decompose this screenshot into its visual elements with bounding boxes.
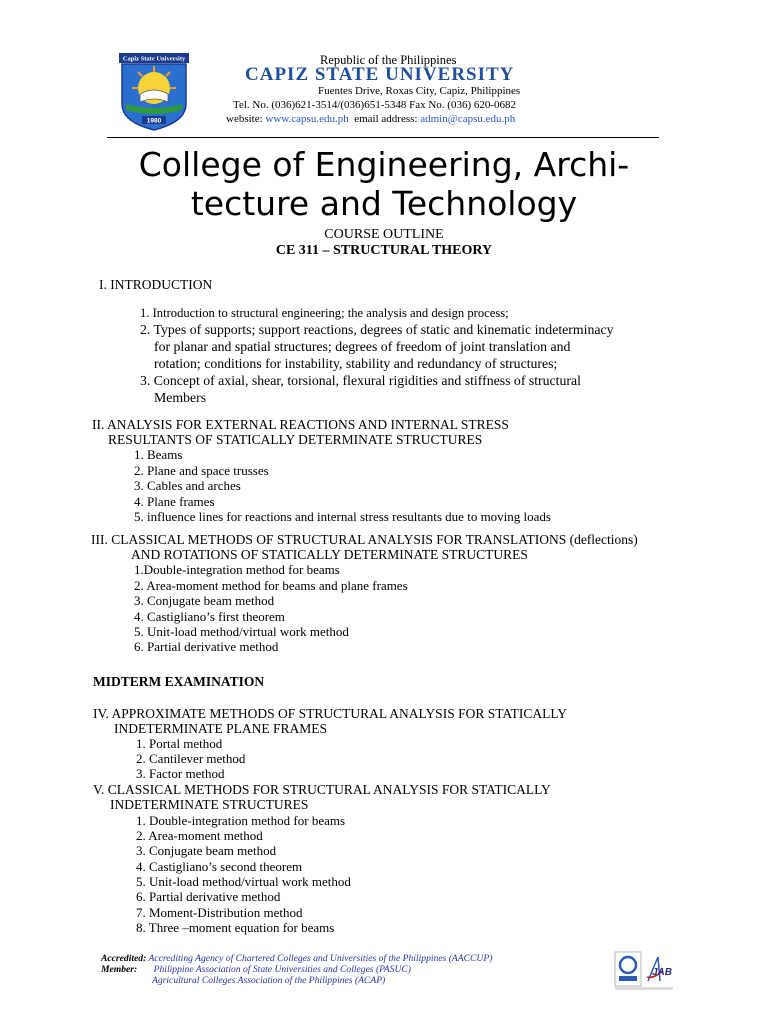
list-item: 1.Double-integration method for beams bbox=[134, 562, 340, 577]
header-republic: Republic of the Philippines bbox=[320, 53, 457, 67]
list-item: 1. Double-integration method for beams bbox=[136, 813, 346, 828]
list-item: 1. Portal method bbox=[136, 736, 223, 751]
list-item: 5. influence lines for reactions and internal stress resultants due to moving loads bbox=[134, 509, 551, 524]
list-item: 2. Types of supports; support reactions, degrees of static and kinematic indeterminacy bbox=[140, 322, 614, 337]
logo-year: 1980 bbox=[146, 117, 162, 125]
footer-accredited bbox=[101, 953, 492, 964]
college-title bbox=[95, 145, 673, 223]
list-item: rotation; conditions for instability, stability and redundancy of structures; bbox=[154, 356, 558, 371]
website-link[interactable]: www.capsu.edu.ph bbox=[265, 113, 349, 125]
website-label: website: bbox=[226, 113, 266, 125]
footer-member bbox=[101, 964, 411, 975]
list-item: 3. Conjugate beam method bbox=[134, 593, 275, 608]
college-title-line-1: College of Engineering, Archi- bbox=[138, 145, 630, 184]
section-4-heading-cont: INDETERMINATE PLANE FRAMES bbox=[114, 721, 328, 736]
course-outline-label: COURSE OUTLINE bbox=[324, 227, 444, 242]
certification-badge-icon bbox=[614, 951, 676, 991]
list-item: 4. Castigliano’s first theorem bbox=[134, 609, 285, 624]
list-item: 5. Unit-load method/virtual work method bbox=[134, 624, 349, 639]
list-item: 4. Castigliano’s second theorem bbox=[136, 859, 303, 874]
header-contact bbox=[226, 113, 515, 125]
list-item: 1. Introduction to structural engineering; the analysis and design process; bbox=[140, 306, 509, 320]
list-item: 2. Plane and space trusses bbox=[134, 463, 269, 478]
list-item: 2. Area-moment method for beams and plane frames bbox=[134, 578, 408, 593]
list-item: 2. Area-moment method bbox=[136, 828, 263, 843]
list-item: for planar and spatial structures; degrees of freedom of joint translation and bbox=[154, 339, 571, 354]
section-3-heading: III. CLASSICAL METHODS OF STRUCTURAL ANALYSIS FOR TRANSLATIONS (deflections) bbox=[91, 532, 638, 547]
header-divider bbox=[107, 137, 659, 138]
list-item: 4. Plane frames bbox=[134, 494, 215, 509]
section-2-heading-cont: RESULTANTS OF STATICALLY DETERMINATE STRUCTURES bbox=[108, 432, 483, 447]
section-1-heading: I. INTRODUCTION bbox=[99, 277, 213, 292]
header-address: Fuentes Drive, Roxas City, Capiz, Philippines bbox=[318, 85, 521, 97]
logo-label: Capiz State University bbox=[122, 55, 186, 63]
cert-text: JAB bbox=[651, 967, 673, 978]
university-seal-logo bbox=[118, 52, 190, 132]
accredited-body: Accrediting Agency of Chartered Colleges and Universities of the Philippines (AACCUP) bbox=[148, 953, 493, 964]
list-item: 2. Cantilever method bbox=[136, 751, 246, 766]
section-5-heading: V. CLASSICAL METHODS FOR STRUCTURAL ANALYSIS FOR STATICALLY bbox=[93, 782, 551, 797]
accredited-label: Accredited: bbox=[101, 953, 147, 964]
list-item: 5. Unit-load method/virtual work method bbox=[136, 874, 351, 889]
section-2-heading: II. ANALYSIS FOR EXTERNAL REACTIONS AND INTERNAL STRESS bbox=[92, 417, 509, 432]
list-item: 3. Cables and arches bbox=[134, 478, 241, 493]
header-telephone: Tel. No. (036)621-3514/(036)651-5348 Fax No. (036) 620-0682 bbox=[233, 99, 517, 111]
section-4-heading: IV. APPROXIMATE METHODS OF STRUCTURAL ANALYSIS FOR STATICALLY bbox=[93, 706, 568, 721]
email-label: email address: bbox=[348, 113, 421, 125]
list-item: 6. Partial derivative method bbox=[136, 889, 281, 904]
member-body-1: Philippine Association of State Universities and Colleges (PASUC) bbox=[153, 964, 411, 975]
list-item: 3. Conjugate beam method bbox=[136, 843, 277, 858]
list-item: 1. Beams bbox=[134, 447, 183, 462]
member-body-2: Agricultural Colleges Association of the Philippines (ACAP) bbox=[152, 975, 386, 986]
header-university-name: CAPIZ STATE UNIVERSITY bbox=[245, 64, 515, 85]
list-item: 3. Factor method bbox=[136, 766, 225, 781]
member-label: Member: bbox=[101, 964, 138, 975]
list-item: 3. Concept of axial, shear, torsional, flexural rigidities and stiffness of structural bbox=[140, 373, 581, 388]
list-item: 7. Moment-Distribution method bbox=[136, 905, 303, 920]
email-link[interactable]: admin@capsu.edu.ph bbox=[420, 113, 516, 125]
list-item: 6. Partial derivative method bbox=[134, 639, 279, 654]
list-item: Members bbox=[154, 390, 207, 405]
section-3-heading-cont: AND ROTATIONS OF STATICALLY DETERMINATE STRUCTURES bbox=[131, 547, 528, 562]
course-code: CE 311 – STRUCTURAL THEORY bbox=[275, 243, 493, 258]
list-item: 8. Three –moment equation for beams bbox=[136, 920, 335, 935]
section-5-heading-cont: INDETERMINATE STRUCTURES bbox=[110, 797, 309, 812]
college-title-line-2: tecture and Technology bbox=[190, 184, 578, 223]
midterm-examination: MIDTERM EXAMINATION bbox=[93, 674, 265, 689]
